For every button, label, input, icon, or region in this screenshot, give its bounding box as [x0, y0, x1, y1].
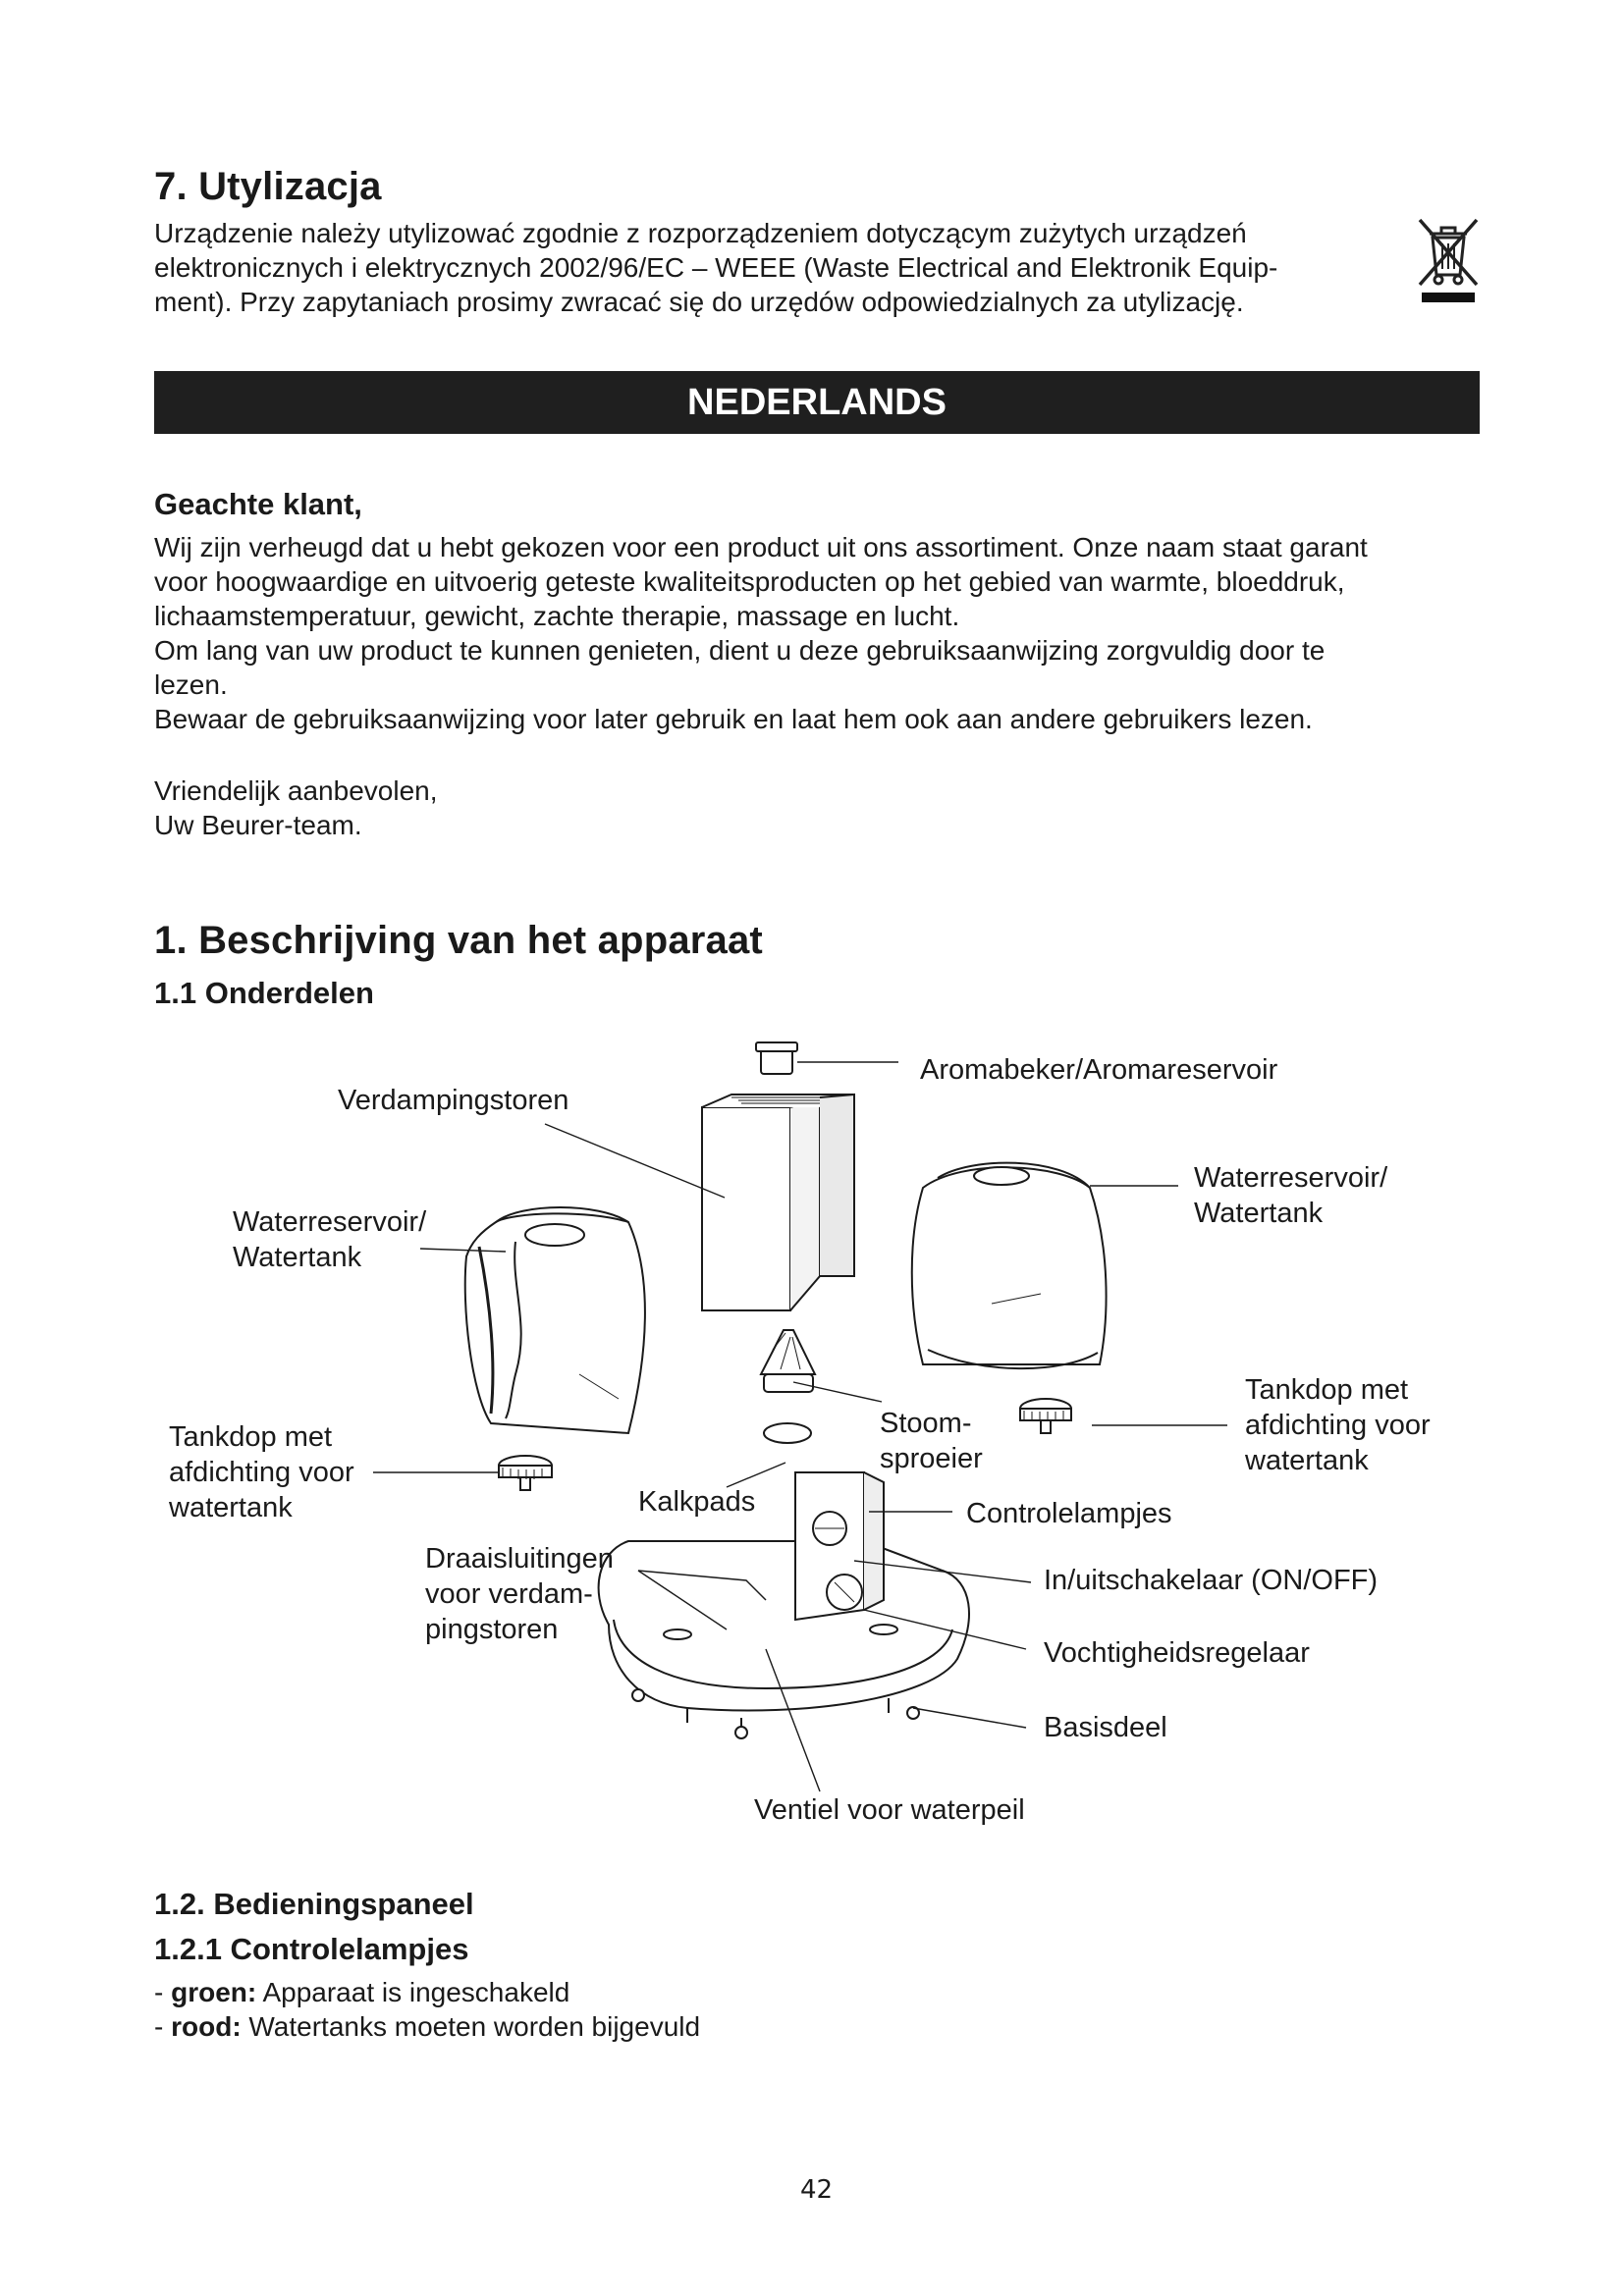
closing	[154, 774, 438, 842]
greeting-line: voor hoogwaardige en uitvoerig geteste kwaliteitsproducten op het gebied van warmte, bloeddruk,	[154, 566, 1345, 597]
label-line: pingstoren	[425, 1614, 559, 1645]
section-1-2-1-heading: 1.2.1 Controlelampjes	[154, 1932, 469, 1966]
disposal-line: ment). Przy zapytaniach prosimy zwracać się do urzędów odpowiedzialnych za utylizację.	[154, 287, 1244, 317]
greeting-line: Om lang van uw product te kunnen genieten, dient u deze gebruiksaanwijzing zorgvuldig door te	[154, 635, 1326, 666]
tank-cap-right	[1020, 1399, 1071, 1433]
section-1-2-heading: 1.2. Bedieningspaneel	[154, 1887, 474, 1921]
closing-line: Uw Beurer-team.	[154, 810, 362, 840]
label-line: watertank	[169, 1492, 293, 1523]
disposal-line: elektronicznych i elektrycznych 2002/96/EC – WEEE (Waste Electrical and Elektronik Equip-	[154, 252, 1278, 283]
list-item-term: groen:	[171, 1977, 257, 2007]
label-tank-cap-right	[1245, 1372, 1431, 1478]
section-1-1-heading: 1.1 Onderdelen	[154, 976, 374, 1010]
label-line: watertank	[1245, 1445, 1369, 1476]
label-water-level-valve: Ventiel voor waterpeil	[754, 1794, 1025, 1826]
aroma-cup	[756, 1042, 797, 1074]
water-tank-right	[912, 1163, 1107, 1369]
list-item: - groen: Apparaat is ingeschakeld	[154, 1977, 570, 2007]
label-limescale-pads: Kalkpads	[638, 1486, 756, 1518]
section-1-heading: 1. Beschrijving van het apparaat	[154, 919, 763, 962]
salutation: Geachte klant,	[154, 487, 362, 521]
greeting-line: lichaamstemperatuur, gewicht, zachte therapie, massage en lucht.	[154, 601, 960, 631]
label-line: Stoom-	[880, 1408, 972, 1439]
label-line: Watertank	[1194, 1198, 1324, 1229]
list-item-text: Watertanks moeten worden bijgevuld	[241, 2011, 701, 2042]
label-line: Draaisluitingen	[425, 1543, 614, 1575]
label-line: afdichting voor	[169, 1457, 354, 1488]
list-item-text: Apparaat is ingeschakeld	[256, 1977, 570, 2007]
language-banner: NEDERLANDS	[154, 371, 1480, 434]
disposal-line: Urządzenie należy utylizować zgodnie z rozporządzeniem dotyczącym zużytych urządzeń	[154, 218, 1247, 248]
greeting-text	[154, 530, 1489, 736]
label-humidity-control: Vochtigheidsregelaar	[1044, 1637, 1310, 1669]
label-base-unit: Basisdeel	[1044, 1712, 1167, 1743]
steam-nozzle	[761, 1330, 815, 1392]
label-tank-cap-left	[169, 1419, 354, 1525]
disposal-heading: 7. Utylizacja	[154, 165, 382, 208]
label-steam-nozzle	[880, 1406, 983, 1476]
greeting-line: Bewaar de gebruiksaanwijzing voor later gebruik en laat hem ook aan andere gebruikers lezen.	[154, 704, 1313, 734]
label-water-tank-left	[233, 1204, 426, 1275]
label-line: Waterreservoir/	[233, 1206, 427, 1238]
closing-line: Vriendelijk aanbevolen,	[154, 775, 438, 806]
list-item-term: rood:	[171, 2011, 242, 2042]
label-line: Waterreservoir/	[1194, 1162, 1388, 1194]
label-line: Tankdop met	[1245, 1374, 1409, 1406]
label-aroma-cup: Aromabeker/Aromareservoir	[920, 1054, 1278, 1086]
greeting-line: Wij zijn verheugd dat u hebt gekozen voor een product uit ons assortiment. Onze naam staat garant	[154, 532, 1368, 562]
label-line: Tankdop met	[169, 1421, 333, 1453]
label-line: Watertank	[233, 1242, 362, 1273]
list-item: - rood: Watertanks moeten worden bijgevuld	[154, 2011, 701, 2042]
crossed-out-wheelie-bin-icon	[1414, 214, 1483, 306]
greeting-line: lezen.	[154, 669, 228, 700]
label-twist-locks	[425, 1541, 614, 1647]
label-water-tank-right	[1194, 1160, 1387, 1231]
indicator-light-list	[154, 1975, 700, 2044]
evaporation-tower	[702, 1095, 854, 1310]
tank-cap-left	[499, 1456, 552, 1490]
label-on-off-switch: In/uitschakelaar (ON/OFF)	[1044, 1565, 1379, 1596]
label-line: sproeier	[880, 1443, 983, 1474]
label-evaporation-tower: Verdampingstoren	[338, 1085, 569, 1116]
water-tank-left	[465, 1207, 645, 1433]
limescale-pad	[764, 1423, 811, 1443]
label-line: afdichting voor	[1245, 1410, 1431, 1441]
label-line: voor verdam-	[425, 1578, 593, 1610]
page-number: 42	[800, 2175, 834, 2205]
disposal-text	[154, 216, 1381, 319]
label-indicator-lights: Controlelampjes	[966, 1498, 1172, 1529]
